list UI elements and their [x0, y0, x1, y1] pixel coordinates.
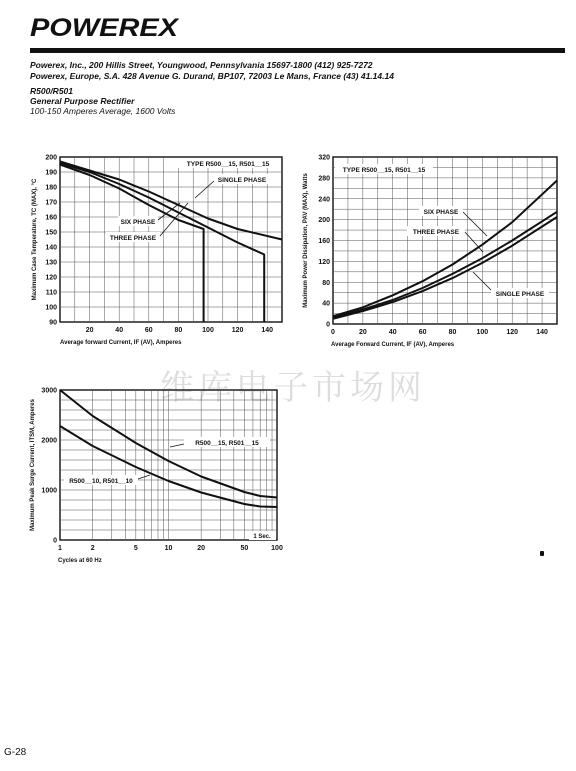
address-us: Powerex, Inc., 200 Hillis Street, Youngwood, Pennsylvania 15697-1800 (412) 925-7272: [30, 60, 373, 70]
y-tick-label: 150: [45, 229, 57, 237]
y-tick-label: 160: [318, 238, 330, 245]
x-tick-label: 60: [418, 329, 427, 336]
one-second-label: 1 Sec.: [253, 534, 271, 540]
six-phase-label: SIX PHASE: [120, 219, 156, 226]
chart-type-label: TYPE R500__15, R501__15: [342, 167, 426, 174]
y-tick-label: 190: [45, 169, 57, 177]
series-line-1: [60, 165, 204, 323]
x-tick-label: 1: [58, 545, 62, 552]
bullet-mark: [540, 551, 544, 556]
x-axis-label: Average forward Current, IF (AV), Amperes: [60, 340, 182, 346]
y-tick-label: 0: [53, 537, 57, 545]
y-tick-label: 320: [318, 154, 330, 162]
leader-line: [195, 181, 214, 198]
r500-15-label: R500__15, R501__15: [195, 440, 259, 447]
y-tick-label: 80: [322, 279, 330, 287]
x-tick-label: 100: [271, 545, 283, 552]
x-tick-label: 20: [85, 327, 94, 334]
chart-type-label: TYPE R500__15, R501__15: [186, 161, 270, 168]
y-tick-label: 110: [45, 289, 57, 297]
three-phase-label: THREE PHASE: [412, 229, 460, 236]
y-tick-label: 3000: [41, 387, 57, 395]
x-tick-label: 20: [358, 329, 367, 336]
x-tick-label: 100: [476, 329, 489, 336]
y-tick-label: 170: [45, 199, 57, 207]
watermark: 维库电子市场网: [160, 368, 426, 408]
powerex-logo: [30, 14, 180, 40]
y-tick-label: 200: [318, 217, 330, 225]
leader-line: [463, 212, 487, 236]
y-tick-label: 2000: [41, 437, 57, 445]
address-europe: Powerex, Europe, S.A. 428 Avenue G. Durand, BP107, 72003 Le Mans, France (43) 41.14.14: [30, 71, 394, 81]
leader-line: [138, 475, 150, 479]
x-tick-label: 2: [90, 545, 95, 552]
y-tick-label: 0: [326, 321, 330, 329]
x-tick-label: 140: [261, 327, 274, 334]
x-tick-label: 5: [133, 545, 138, 552]
y-tick-label: 180: [45, 184, 57, 192]
single-phase-label: SINGLE PHASE: [217, 177, 267, 184]
y-axis-label: Maximum Power Dissipation, PAV (MAX), Watts: [303, 173, 309, 308]
leader-line: [170, 444, 184, 447]
logo-text: POWEREX: [30, 14, 180, 40]
header-rule: [30, 48, 565, 53]
x-tick-label: 40: [115, 327, 124, 334]
x-tick-label: 50: [240, 545, 249, 552]
y-tick-label: 120: [318, 258, 330, 266]
x-tick-label: 120: [231, 327, 244, 334]
x-tick-label: 40: [388, 329, 397, 336]
y-tick-label: 40: [322, 300, 330, 308]
y-tick-label: 280: [318, 175, 330, 183]
x-tick-label: 140: [536, 329, 548, 336]
y-tick-label: 100: [45, 304, 57, 312]
y-tick-label: 130: [45, 259, 57, 267]
product-model: R500/R501: [30, 86, 74, 96]
leader-line: [473, 272, 491, 290]
y-tick-label: 120: [45, 274, 57, 282]
x-axis-label: Cycles at 60 Hz: [58, 558, 102, 564]
y-tick-label: 1000: [41, 487, 57, 495]
three-phase-label: THREE PHASE: [109, 235, 157, 242]
x-tick-label: 120: [506, 329, 519, 336]
power-dissipation-chart: [295, 140, 576, 355]
single-phase-label: SINGLE PHASE: [495, 291, 545, 298]
x-tick-label: 0: [331, 329, 335, 336]
six-phase-label: SIX PHASE: [423, 209, 459, 216]
x-tick-label: 80: [448, 329, 457, 336]
x-tick-label: 60: [144, 327, 153, 334]
product-description: General Purpose Rectifier: [30, 96, 135, 106]
case-temperature-chart: [0, 140, 300, 355]
y-tick-label: 140: [45, 244, 57, 252]
x-tick-label: 20: [197, 545, 206, 552]
y-tick-label: 240: [318, 196, 330, 204]
leader-line: [465, 232, 483, 252]
x-tick-label: 100: [202, 327, 214, 334]
y-tick-label: 160: [45, 214, 57, 222]
y-tick-label: 200: [45, 154, 57, 162]
x-tick-label: 10: [164, 545, 173, 552]
page-number: G-28: [4, 747, 27, 758]
x-tick-label: 80: [174, 327, 183, 334]
r500-10-label: R500__10, R501__10: [69, 478, 133, 485]
product-rating: 100-150 Amperes Average, 1600 Volts: [30, 106, 176, 116]
y-axis-label: Maximum Peak Surge Current, ITSM, Amperes: [30, 399, 36, 531]
y-tick-label: 90: [49, 319, 57, 327]
x-axis-label: Average Forward Current, IF (AV), Amperes: [331, 342, 455, 348]
surge-current-chart: [0, 375, 300, 575]
y-axis-label: Maximum Case Temperature, TC (MAX), °C: [32, 178, 38, 301]
